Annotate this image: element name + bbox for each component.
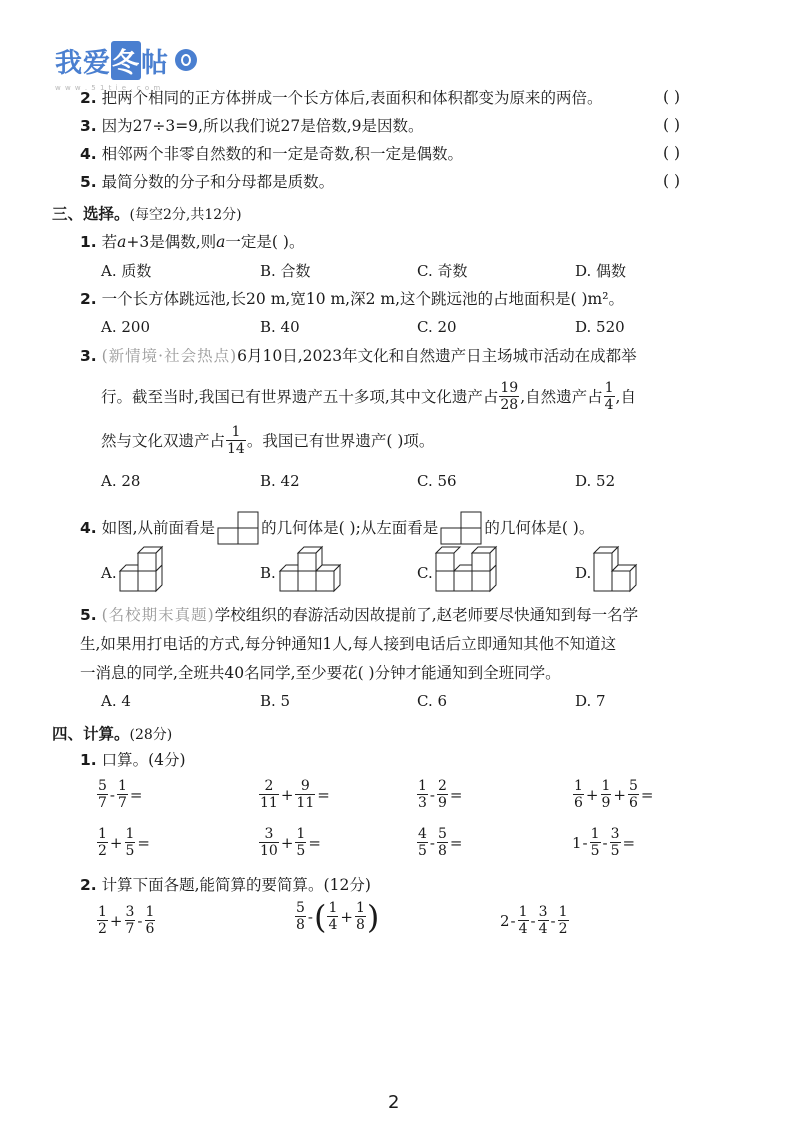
mental-calc-6: $\frac{3}{10}$ + $\frac{1}{5}$ =: [260, 826, 321, 859]
q4-option-d: D.: [575, 564, 592, 582]
cube-figure-c-icon: [434, 545, 502, 593]
left-view-figure-icon: [440, 511, 482, 545]
logo-text-end: 帖: [141, 47, 169, 79]
logo-badge-icon: [175, 49, 197, 71]
logo-text-mid: 冬: [111, 41, 141, 80]
q5-option-b: B. 5: [260, 692, 291, 710]
mental-calc-4: $\frac{1}{6}$ + $\frac{1}{9}$ + $\frac{5}{6}$ =: [574, 778, 654, 811]
judge-answer-5: ( ): [663, 172, 681, 190]
section-4-title: 四、计算。(28分): [52, 725, 173, 743]
judge-item-2: 2. 把两个相同的正方体拼成一个长方体后,表面积和体积都变为原来的两倍。: [80, 89, 603, 107]
logo-url: w w w . 5 1 t i e . c o m: [55, 84, 162, 92]
mental-calc-1: $\frac{5}{7}$ - $\frac{1}{7}$ =: [98, 778, 143, 811]
simplify-calc-3: 2 - $\frac{1}{4}$ - $\frac{3}{4}$ - $\frac{1}{2}$: [500, 904, 568, 937]
choice-q5-line3: 一消息的同学,全班共40名同学,至少要花( )分钟才能通知到全班同学。: [80, 664, 561, 682]
fraction-1-4: $\frac{1}{4}$: [604, 380, 614, 413]
fraction-1-14: $\frac{1}{14}$: [227, 424, 245, 457]
judge-answer-2: ( ): [663, 88, 681, 106]
q2-option-a: A. 200: [101, 318, 150, 336]
judge-answer-3: ( ): [663, 116, 681, 134]
section-3-title: 三、选择。(每空2分,共12分): [52, 205, 242, 223]
choice-q3-line1: 3. (新情境·社会热点)6月10日,2023年文化和自然遗产日主场城市活动在成都举: [80, 347, 637, 365]
cube-figure-b-icon: [278, 545, 346, 593]
site-logo: [55, 42, 197, 78]
logo-text: 我爱: [55, 47, 111, 79]
cube-figure-d-icon: [592, 545, 644, 593]
simplify-calc-1: $\frac{1}{2}$ + $\frac{3}{7}$ - $\frac{1}{6}$: [98, 904, 155, 937]
q4-option-c: C.: [417, 564, 433, 582]
front-view-figure-icon: [217, 511, 259, 545]
choice-q5-line2: 生,如果用打电话的方式,每分钟通知1人,每人接到电话后立即通知其他不知道这: [80, 635, 617, 653]
mental-calc-7: $\frac{4}{5}$ - $\frac{5}{8}$ =: [418, 826, 463, 859]
q1-option-c: C. 奇数: [417, 262, 468, 280]
q3-option-a: A. 28: [101, 472, 141, 490]
choice-q3-line3: 然与文化双遗产占 $\frac{1}{14}$ 。我国已有世界遗产( )项。: [101, 424, 435, 457]
simplify-calc-2: $\frac{5}{8}$ - ( $\frac{1}{4}$ + $\frac{1}{8}$ ): [296, 897, 380, 936]
page-number: 2: [388, 1092, 400, 1113]
judge-item-4: 4. 相邻两个非零自然数的和一定是奇数,积一定是偶数。: [80, 145, 464, 163]
choice-q5-line1: 5. (名校期末真题)学校组织的春游活动因故提前了,赵老师要尽快通知到每一名学: [80, 606, 639, 624]
q5-option-c: C. 6: [417, 692, 448, 710]
q2-option-b: B. 40: [260, 318, 300, 336]
mental-calc-3: $\frac{1}{3}$ - $\frac{2}{9}$ =: [418, 778, 463, 811]
calc-1-title: 1. 口算。(4分): [80, 751, 186, 769]
q3-option-b: B. 42: [260, 472, 300, 490]
choice-q3-line2: 行。截至当时,我国已有世界遗产五十多项,其中文化遗产占 $\frac{19}{28}$ ,自然遗产占 $\frac{1}{4}$ ,自: [101, 380, 636, 413]
q1-option-d: D. 偶数: [575, 262, 627, 280]
q3-tag: (新情境·社会热点): [101, 347, 238, 365]
judge-answer-4: ( ): [663, 144, 681, 162]
q2-option-d: D. 520: [575, 318, 625, 336]
cube-figure-a-icon: [118, 545, 170, 593]
mental-calc-5: $\frac{1}{2}$ + $\frac{1}{5}$ =: [98, 826, 150, 859]
judge-item-3: 3. 因为27÷3=9,所以我们说27是倍数,9是因数。: [80, 117, 424, 135]
q1-option-a: A. 质数: [101, 262, 152, 280]
choice-q2: 2. 一个长方体跳远池,长20 m,宽10 m,深2 m,这个跳远池的占地面积是( )m²。: [80, 290, 624, 308]
q5-tag: (名校期末真题): [101, 606, 215, 624]
q4-option-a: A.: [101, 564, 117, 582]
calc-2-title: 2. 计算下面各题,能简算的要简算。(12分): [80, 876, 371, 894]
q3-option-c: C. 56: [417, 472, 457, 490]
q2-option-c: C. 20: [417, 318, 457, 336]
mental-calc-8: 1 - $\frac{1}{5}$ - $\frac{3}{5}$ =: [572, 826, 636, 859]
q5-option-a: A. 4: [101, 692, 131, 710]
choice-q4: 4. 如图,从前面看是 的几何体是( );从左面看是 的几何体是( )。: [80, 511, 594, 545]
q3-option-d: D. 52: [575, 472, 616, 490]
q5-option-d: D. 7: [575, 692, 606, 710]
choice-q1: 1. 若a+3是偶数,则a一定是( )。: [80, 233, 305, 251]
judge-item-5: 5. 最简分数的分子和分母都是质数。: [80, 173, 335, 191]
mental-calc-2: $\frac{2}{11}$ + $\frac{9}{11}$ =: [260, 778, 330, 811]
q4-option-b: B.: [260, 564, 276, 582]
fraction-19-28: $\frac{19}{28}$: [500, 380, 519, 413]
q1-option-b: B. 合数: [260, 262, 311, 280]
